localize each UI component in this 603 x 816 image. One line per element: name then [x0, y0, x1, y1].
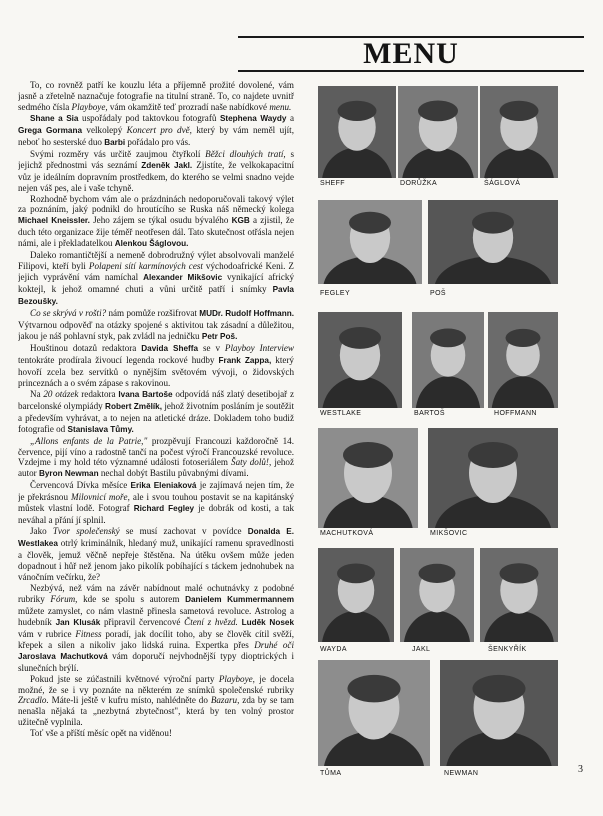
portrait-photo-bartos — [412, 312, 484, 408]
portrait-hair — [338, 101, 377, 121]
portrait-hair — [348, 675, 401, 703]
paragraph-7: Houštinou dotazů redaktora Davida Sheffa se v Playboy Interview tentokráte prodírala živoucí legenda rockové hudby Frank Zappa, který hovoří zcela bez servítků o nynějším světovém vývoji, o židovských princeznách a o svém zápase s rakovinou. — [18, 342, 294, 388]
portrait-photo-jakl — [400, 548, 474, 642]
portrait-photo-doruzka — [398, 86, 478, 178]
paragraph-11: Jako Tvor společenský se musí zachovat v povídce Donalda E. Westlakea otrlý kriminálník, hledaný muž, unikající ramenu spravedlnosti a člověk, jemuž věčně nepřeje štěstěna. Na útěku ovšem může jeden dopadnout i hůř než jenom jako pikolík pobíhající s táckem jednohubek na vánočním večírku, že? — [18, 526, 294, 582]
page-number: 3 — [578, 764, 583, 775]
portrait-hair — [500, 563, 539, 583]
caption-westlake: WESTLAKE — [320, 410, 362, 417]
paragraph-13: Pokud jste se zúčastnili květnové výroční party Playboye, je docela možné, že se i vy poznáte na některém ze snímků společenské rubriky Zrcadlo. Máte-li ještě v kufru místo, nahlédněte do Bazaru, zda by se tam nenašla nějaká ta „nezbytná zbytečnost", která by ten volný prostor užitečně vyplnila. — [18, 673, 294, 728]
portrait-photo-sheff — [318, 86, 396, 178]
portrait-hair — [337, 564, 375, 584]
caption-pos: POŠ — [430, 290, 446, 297]
portrait-hair — [339, 327, 381, 349]
paragraph-5: Daleko romantičtější a nemeně dobrodružný výlet absolvovali manželé Filipovi, kteří byli Polapeni sítí karmínových cest východoafrické Keni. Z jejich vyprávění vám namíchal Alexander Mikšovic vynikající africký koktejl, k jehož omamné chuti a vůni určitě patří i snímky Pavla Bezoušky. — [18, 250, 294, 307]
portrait-hair — [418, 100, 458, 121]
paragraph-2: Shane a Sia uspořádaly pod taktovkou fotografů Stephena Waydy a Grega Gormana velkolepý Koncert pro dvě, který by vám neměl ujít, neboť ho sesterské duo Barbi pořádalo pro vás. — [18, 112, 294, 147]
portrait-image — [440, 660, 558, 766]
paragraph-8: Na 20 otázek redaktora Ivana Bartoše odpovídá náš zlatý desetibojař z barcelonské olympiády Robert Změlík, jehož životním posláním je soutěžit a především vyhrávat, a to nejen na atletické dráze. Dokladem toho budiž fotografie od Stanislava Tůmy. — [18, 388, 294, 434]
portrait-photo-miksovic — [428, 428, 558, 528]
portrait-image — [398, 86, 478, 178]
paragraph-12: Nezbývá, než vám na závěr nabídnout malé ochutnávky z podobné rubriky Fórum, kde se spolu s autorem Danielem Kummermannem můžete zamyslet, co nám vlastně přinesla sametová revoluce. Astrolog a hudebník Jan Klusák připravil červencové Čtení z hvězd. Luděk Nosek vám v rubrice Fitness poradí, jak docílit toho, aby se člověk cítil svěží, křepek a silen a nikoliv jako lidská ruina. Expertka přes Druhé oči Jaroslava Machutková vám doporučí nejvhodnější typy dioptrických i slunečních brýlí. — [18, 582, 294, 673]
portrait-image — [400, 548, 474, 642]
portrait-photo-hoffmann — [488, 312, 558, 408]
portrait-image — [480, 86, 558, 178]
portrait-photo-tuma — [318, 660, 430, 766]
paragraph-9: „Allons enfants de la Patrie," prozpěvují Francouzi každoročně 14. července, pijí víno a radostně tančí na počest výročí Francouzské revoluce. Vzdejme i my hold této významné události fotoseriálem Šaty dolů!, jehož autor Byron Newman nechal dobýt Bastilu půvabnými dívami. — [18, 435, 294, 479]
caption-jakl: JAKL — [412, 646, 431, 653]
portrait-image — [318, 200, 422, 284]
page-title: MENU — [363, 37, 459, 70]
caption-wayda: WAYDA — [320, 646, 347, 653]
caption-tuma: TŮMA — [320, 770, 342, 777]
caption-bartos: BARTOŠ — [414, 410, 445, 417]
paragraph-6: Co se skrývá v rošti? nám pomůže rozšifrovat MUDr. Rudolf Hoffmann. Výtvarnou odpověď na otázky spojené s aktivitou tak zásadní a důležitou, jakou je náš pohlavní styk, pak zvládl na jedničku Petr Poš. — [18, 308, 294, 341]
portrait-photo-newman — [440, 660, 558, 766]
caption-newman: NEWMAN — [444, 770, 479, 777]
paragraph-10: Červencová Dívka měsíce Erika Eleniaková je zajímavá nejen tím, že je překrásnou Milovnicí moře, ale i svou touhou postavit se na kapitánský můstek vlastní lodě. Fotograf Richard Fegley je dobrák od kosti, a tak neváhal a přání jí splnil. — [18, 480, 294, 526]
portrait-image — [480, 548, 558, 642]
caption-senkyrik: ŠENKYŘÍK — [488, 646, 527, 653]
portrait-image — [428, 428, 558, 528]
portrait-image — [412, 312, 484, 408]
portrait-hair — [472, 212, 514, 234]
caption-saglova: ŠÁGLOVÁ — [484, 180, 521, 187]
portrait-hair — [468, 442, 518, 468]
caption-doruzka: DORŮŽKA — [400, 180, 438, 187]
paragraph-14: Toť vše a příští měsíc opět na viděnou! — [30, 728, 172, 739]
portrait-hair — [500, 101, 539, 121]
portrait-photo-fegley — [318, 200, 422, 284]
portrait-image — [318, 660, 430, 766]
caption-miksovic: MIKŠOVIC — [430, 530, 468, 537]
portrait-photo-machutkova — [318, 428, 418, 528]
portrait-hair — [430, 329, 466, 348]
title-bottom-rule — [238, 70, 584, 72]
portrait-photo-wayda — [318, 548, 394, 642]
caption-hoffmann: HOFFMANN — [494, 410, 537, 417]
caption-fegley: FEGLEY — [320, 290, 351, 297]
portrait-hair — [506, 329, 541, 347]
portrait-photo-westlake — [318, 312, 402, 408]
portrait-image — [318, 428, 418, 528]
portrait-image — [318, 548, 394, 642]
paragraph-4: Rozhodně bychom vám ale o prázdninách nedoporučovali takový výlet za poznáním, jaký podnikl do hroutícího se Ruska náš německý kolega Michael Kneissler. Jeho zájem se týkal osudu bývalého KGB a zjistil, že duch této organizace žije téměř neotřesen dál. Tato skutečnost otřásla nejen námi, ale i překladatelkou Alenkou Šáglovou. — [18, 193, 294, 249]
editorial-article — [18, 80, 294, 785]
paragraph-1: To, co rovněž patří ke kouzlu léta a příjemně prožité dovolené, vám jasně a zřetelně naznačuje fotografie na titulní straně. To, co najdete uvnitř sedmého čísla Playboye, vám okamžitě teď prozradí naše nabídkové menu. — [18, 80, 294, 112]
portrait-image — [318, 86, 396, 178]
portrait-image — [488, 312, 558, 408]
portrait-photo-senkyrik — [480, 548, 558, 642]
portrait-photo-pos — [428, 200, 558, 284]
portrait-image — [318, 312, 402, 408]
portrait-photo-saglova — [480, 86, 558, 178]
portrait-hair — [419, 564, 456, 583]
caption-sheff: SHEFF — [320, 180, 345, 187]
portrait-hair — [473, 675, 526, 703]
portrait-hair — [343, 442, 393, 468]
portrait-image — [428, 200, 558, 284]
caption-machutkova: MACHUTKOVÁ — [320, 530, 374, 537]
paragraph-3: Svými rozměry vás určitě zaujmou čtyřkolí Běžci dlouhých tratí, s jejichž přednostmi vás seznámí Zdeněk Jakl. Zjistíte, že velkokapacitní vůz je ideálním dopravním prostředkem, do kterého se velmi snadno vejde nejen váš pes, ale i vaše tchyně. — [18, 148, 294, 193]
portrait-hair — [349, 212, 391, 234]
